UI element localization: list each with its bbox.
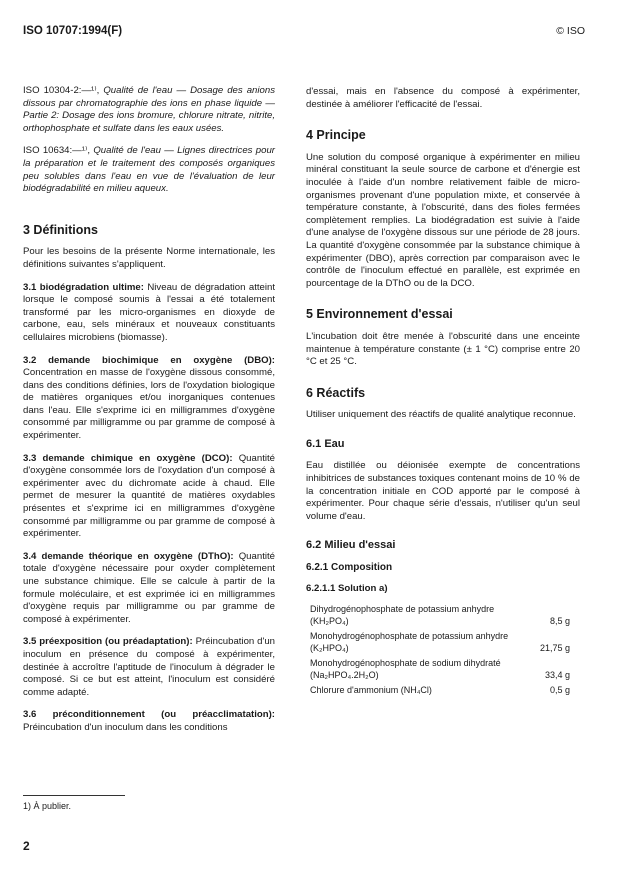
table-row: Dihydrogénophosphate de potassium anhydre (KH₂PO₄) 8,5 g: [310, 604, 570, 627]
definition-3-5: 3.5 préexposition (ou préadaptation): Préincubation d'un inoculum en présence du composé à expérimenter, destinée à accroître l'aptitude de l'inoculum à dégrader le composé. Si ce but est atteint, l'inoculum est considéré comme adapté.: [23, 636, 275, 698]
reference-title: Qualité de l'eau — Dosage des anions dissous par chromatographie des ions en phase liquide — Partie 2: Dosage des ions bromure, chlorure nitrate, nitrite, orthophosphate et sulfate dans les eaux usées.: [23, 85, 275, 134]
table-row: Chlorure d'ammonium (NH₄Cl) 0,5 g: [310, 685, 570, 696]
section-6-2-heading: 6.2 Milieu d'essai: [306, 539, 396, 552]
section-3-intro: Pour les besoins de la présente Norme internationale, les définitions suivantes s'appliquent.: [23, 246, 275, 270]
reference-iso-10304: ISO 10304-2:—¹⁾, Qualité de l'eau — Dosage des anions dissous par chromatographie des ions en phase liquide — Partie 2: Dosage des ions bromure, chlorure nitrate, nitrite, orthophosphate et sulfate dans les eaux usées.: [23, 85, 275, 134]
table-row: Monohydrogénophosphate de potassium anhydre (K₂HPO₄) 21,75 g: [310, 631, 570, 654]
copyright-mark: © ISO: [556, 25, 585, 37]
footnote: 1) À publier.: [23, 801, 72, 811]
section-6-text: Utiliser uniquement des réactifs de qualité analytique reconnue.: [306, 409, 576, 421]
section-6-2-1-heading: 6.2.1 Composition: [306, 562, 393, 574]
section-5-text: L'incubation doit être menée à l'obscurité dans une enceinte maintenue à température constante (± 1 °C) comprise entre 20 °C et 25 °C.: [306, 330, 580, 368]
definition-3-2: 3.2 demande biochimique en oxygène (DBO): Concentration en masse de l'oxygène dissous consommé, dans des conditions définies, lors de l'oxydation biologique de matières organiques et/ou inorganiques contenues dans l'eau. Elle s'exprime ici en milligrammes d'oxygène consommé par milligramme ou par gramme de composé à expérimenter.: [23, 354, 275, 442]
solution-a-table: [310, 603, 570, 699]
section-4-heading: 4 Principe: [306, 128, 366, 143]
footnote-rule: [23, 795, 125, 796]
section-4-text: Une solution du composé organique à expérimenter en milieu minéral constituant la seule source de carbone et d'énergie est inoculée à l'aide d'un nombre relativement faible de micro-organismes provenant d'une population mixte, et conservée à température constante, à l'obscurité, dans des fioles fermées complètement remplies. La biodégradation est suivie à l'aide d'une analyse de l'oxygène dissous sur une période de 28 jours. La quantité d'oxygène consommée par la substance chimique à expérimenter (DBO), après correction par comparaison avec le contrôle de l'inoculum effectué en parallèle, est exprimée en pourcentage de la DThO ou de la DCO.: [306, 151, 580, 289]
left-column: [23, 85, 275, 745]
definition-3-4: 3.4 demande théorique en oxygène (DThO): Quantité totale d'oxygène nécessaire pour oxyder complètement une substance chimique. Elle se calcule à partir de la formule moléculaire, et est exprimée ici en milligrammes d'oxygène requis par milligramme ou par gramme de composé à expérimenter.: [23, 550, 275, 625]
definition-3-6: 3.6 préconditionnement (ou préacclimatation): Préincubation d'un inoculum dans les conditions: [23, 709, 275, 733]
section-5-heading: 5 Environnement d'essai: [306, 307, 453, 322]
reference-title: Qualité de l'eau — Lignes directrices pour la préparation et le traitement des composés organiques peu solubles dans l'eau en vue de l'évaluation de leur biodégradabilité en milieu aqueux.: [23, 145, 275, 195]
section-6-2-1-1-heading: 6.2.1.1 Solution a): [306, 582, 388, 594]
section-6-1-text: Eau distillée ou déionisée exempte de concentrations inhibitrices de substances toxiques contenant moins de 10 % de la concentration initiale en COD apporté par le composé à expérimenter. Pour chaque série d'essais, n'utiliser qu'un seul volume d'eau.: [306, 460, 580, 522]
definition-3-6-continued: d'essai, mais en l'absence du composé à expérimenter, destinée à améliorer l'efficacité de l'essai.: [306, 86, 580, 110]
section-3-heading: 3 Définitions: [23, 222, 99, 237]
definition-3-3: 3.3 demande chimique en oxygène (DCO): Quantité d'oxygène consommée lors de l'oxydation d'un composé à expérimenter avec du dichromate acide à chaud. Elle permet de mesurer la quantité de matières oxydables présentes et s'exprime ici en milligrammes d'oxygène consommé par milligramme ou par gramme de composé à expérimenter.: [23, 452, 275, 540]
reference-iso-10634: ISO 10634:—¹⁾, Qualité de l'eau — Lignes directrices pour la préparation et le traitement des composés organiques peu solubles dans l'eau en vue de l'évaluation de leur biodégradabilité en milieu aqueux.: [23, 145, 275, 195]
table-row: Monohydrogénophosphate de sodium dihydraté (Na₂HPO₄.2H₂O) 33,4 g: [310, 658, 570, 681]
page-number: 2: [23, 839, 30, 853]
section-6-heading: 6 Réactifs: [306, 385, 366, 400]
definition-3-1: 3.1 biodégradation ultime: Niveau de dégradation atteint lorsque le composé soumis à l'essai a été totalement transformé par les micro-organismes en dioxyde de carbone, eau, sels minéraux et nouveaux constituants cellulaires microbiens (biomasse).: [23, 281, 276, 343]
right-column: [306, 86, 580, 699]
document-id: ISO 10707:1994(F): [23, 25, 123, 37]
section-6-1-heading: 6.1 Eau: [306, 437, 345, 450]
